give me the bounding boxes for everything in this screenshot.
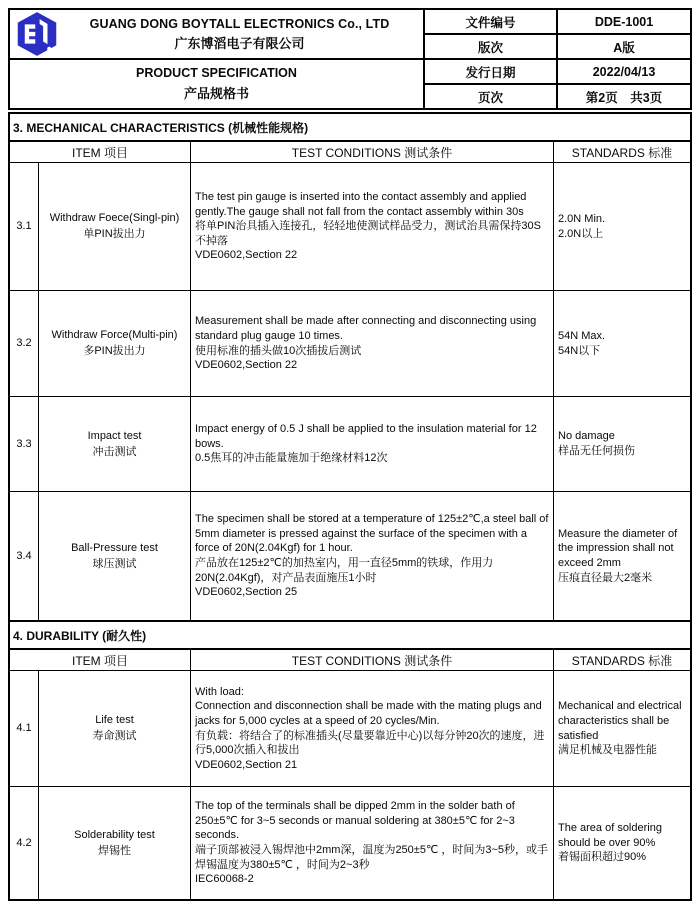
meta-value-doc-number: DDE-1001 [558, 10, 690, 33]
table-header-row [10, 142, 690, 163]
item-line: Impact test [87, 429, 142, 442]
conditions-cell [190, 291, 553, 396]
section-4-title: 4. DURABILITY (耐久性) [10, 622, 690, 650]
condition-line: 将单PIN治具插入连接孔，轻轻地使测试样品受力，测试治具需保持30S不掉落 [195, 220, 541, 247]
item-line: 球压测试 [92, 557, 137, 570]
condition-line: 使用标准的插头做10次插拔后测试 [195, 344, 362, 357]
condition-line: 有负载：将结合了的标准插头(尽量要靠近中心)以每分钟20次的速度，进行5,000次插入和拔出 [195, 729, 545, 757]
standard-line: The area of soldering should be over 90% [558, 822, 662, 849]
meta-value-page: 第2页 共3页 [558, 85, 690, 108]
standards-cell [553, 163, 690, 290]
condition-line: IEC60068-2 [195, 873, 254, 886]
standard-line: 2.0N Min. [558, 212, 606, 225]
standard-line: 着锡面积超过90% [558, 851, 647, 864]
company-name-block [60, 17, 419, 52]
document-title-en: PRODUCT SPECIFICATION [136, 66, 297, 80]
item-line: Solderability test [74, 828, 155, 841]
meta-value-issue-date: 2022/04/13 [558, 60, 690, 83]
column-header-item: ITEM 项目 [72, 145, 128, 160]
row-number: 3.1 [16, 220, 32, 233]
condition-line: Impact energy of 0.5 J shall be applied to the insulation material for 12 bows. [195, 423, 537, 450]
condition-line: Connection and disconnection shall be made with the mating plugs and jacks for 5,000 cycles at a speed of 20 cycles/Min. [195, 700, 542, 727]
item-line: 焊锡性 [98, 844, 131, 857]
column-header-item: ITEM 项目 [72, 653, 128, 668]
column-header-conditions: TEST CONDITIONS 测试条件 [190, 142, 553, 162]
company-name-en: GUANG DONG BOYTALL ELECTRONICS Co., LTD [89, 16, 390, 31]
standards-cell [553, 492, 690, 620]
item-line: Life test [95, 714, 134, 727]
meta-label-issue-date: 发行日期 [425, 60, 556, 83]
item-line: 寿命测试 [92, 730, 137, 742]
condition-line: VDE0602,Section 25 [195, 586, 298, 599]
table-row-3-3 [10, 397, 690, 492]
conditions-cell [190, 163, 553, 290]
meta-value-revision: A版 [558, 35, 690, 58]
meta-label-doc-number: 文件编号 [425, 10, 556, 33]
standards-cell [553, 671, 690, 786]
item-cell [38, 492, 190, 620]
standard-line: 54N Max. [558, 329, 606, 342]
document-title-cell [10, 60, 423, 108]
item-cell [38, 671, 190, 786]
standard-line: No damage [558, 430, 615, 443]
condition-line: VDE0602,Section 21 [195, 758, 298, 771]
conditions-cell [190, 787, 553, 899]
condition-line: With load: [195, 685, 244, 698]
meta-label-page: 页次 [425, 85, 556, 108]
item-line: 冲击测试 [92, 445, 137, 458]
meta-label-revision: 版次 [425, 35, 556, 58]
item-cell [38, 163, 190, 290]
standard-line: 2.0N以上 [558, 227, 604, 240]
standard-line: Measure the diameter of the impression shall not exceed 2mm [558, 527, 678, 569]
item-line: 多PIN拔出力 [83, 345, 146, 357]
company-logo-icon [14, 11, 60, 57]
row-number: 3.2 [16, 337, 32, 350]
condition-line: The specimen shall be stored at a temperature of 125±2℃,a steel ball of 5mm diameter is pressed against the surface of the specimen with a force of 20N(2.04Kgf) for 1 hour. [195, 513, 549, 555]
condition-line: VDE0602,Section 22 [195, 249, 298, 262]
standards-cell [553, 291, 690, 396]
table-row-4-2 [10, 787, 690, 899]
condition-line: Measurement shall be made after connecting and disconnecting using standard plug gauge 10 times. [195, 315, 537, 342]
condition-line: 0.5焦耳的冲击能量施加于绝缘材料12次 [195, 452, 388, 465]
column-header-conditions: TEST CONDITIONS 测试条件 [190, 650, 553, 670]
item-cell [38, 787, 190, 899]
item-line: Withdraw Foece(Singl-pin) [49, 212, 180, 225]
column-header-standards: STANDARDS 标准 [553, 650, 690, 670]
column-header-standards: STANDARDS 标准 [553, 142, 690, 162]
item-cell [38, 291, 190, 396]
condition-line: 端子顶部被浸入锡焊池中2mm深，温度为250±5℃ ，时间为3~5秒，或手焊锡温度为380±5℃ ，时间为2~3秒 [195, 844, 549, 871]
condition-line: 产品放在125±2℃的加热室内，用一直径5mm的铁球，作用力20N(2.04Kgf)，对产品表面施压1小时 [195, 557, 494, 584]
spec-page [8, 8, 692, 901]
standard-line: 54N以下 [558, 344, 601, 357]
standards-cell [553, 787, 690, 899]
item-cell [38, 397, 190, 491]
table-row-3-1 [10, 163, 690, 291]
condition-line: The top of the terminals shall be dipped 2mm in the solder bath of 250±5℃ for 3~5 seconds or manual soldering at 380±5℃ for 2~3 seconds. [195, 800, 515, 842]
condition-line: The test pin gauge is inserted into the contact assembly and applied gently.The gauge shall not fall from the contact assembly within 30s [195, 191, 527, 218]
standard-line: 样品无任何损伤 [558, 445, 635, 457]
document-title-cn: 产品规格书 [183, 86, 249, 101]
condition-line: VDE0602,Section 22 [195, 359, 298, 372]
section-4-table [10, 650, 690, 899]
company-header-cell [10, 10, 423, 58]
standard-line: 满足机械及电器性能 [558, 744, 657, 757]
standard-line: Mechanical and electrical characteristics shall be satisfied [558, 700, 682, 742]
conditions-cell [190, 671, 553, 786]
row-number: 4.1 [16, 722, 32, 735]
row-number: 3.3 [16, 437, 32, 450]
standard-line: 压痕直径最大2毫米 [558, 571, 653, 584]
section-3-table [10, 142, 690, 622]
table-header-row [10, 650, 690, 671]
company-name-cn: 广东博滔电子有限公司 [174, 35, 305, 51]
row-number: 4.2 [16, 836, 32, 849]
conditions-cell [190, 397, 553, 491]
item-line: 单PIN拔出力 [83, 228, 146, 240]
conditions-cell [190, 492, 553, 620]
table-row-3-2 [10, 291, 690, 397]
item-line: Ball-Pressure test [71, 541, 158, 554]
document-header [8, 8, 692, 110]
standards-cell [553, 397, 690, 491]
table-row-4-1 [10, 671, 690, 787]
spec-body [8, 112, 692, 901]
table-row-3-4 [10, 492, 690, 620]
item-line: Withdraw Force(Multi-pin) [51, 329, 178, 342]
row-number: 3.4 [16, 549, 32, 562]
section-3-title: 3. MECHANICAL CHARACTERISTICS (机械性能规格) [10, 114, 690, 142]
